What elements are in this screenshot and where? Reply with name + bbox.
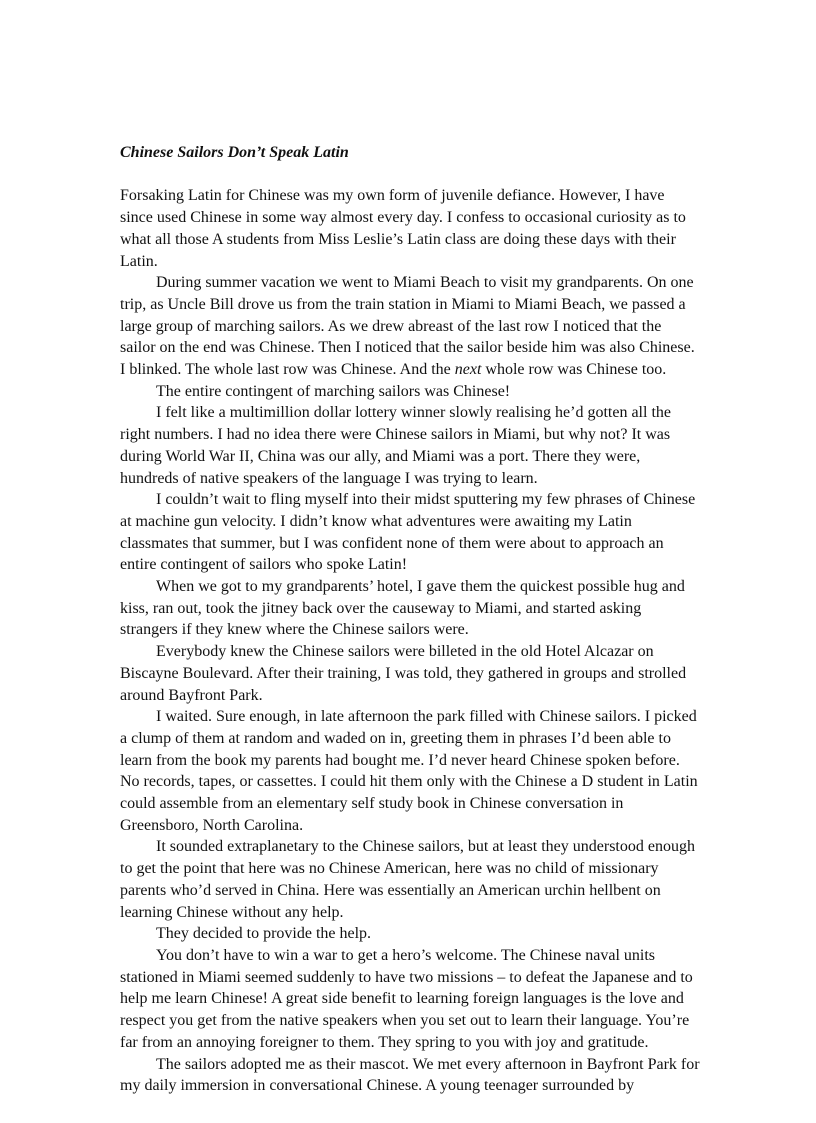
paragraph-5: I couldn’t wait to fling myself into their midst sputtering my few phrases of Chinese at machine gun velocity. I didn’t know what adventures were awaiting my Latin classmates that summer, but I was confident none of them were about to approach an entire contingent of sailors who spoke Latin!: [120, 491, 696, 574]
paragraph-9: It sounded extraplanetary to the Chinese sailors, but at least they understood enough to get the point that here was no Chinese American, here was no child of missionary parents who’d served in China. Here was essentially an American urchin hellbent on learning Chinese without any help.: [120, 838, 695, 921]
paragraph-2: During summer vacation we went to Miami Beach to visit my grandparents. On one trip, as Uncle Bill drove us from the train station in Miami to Miami Beach, we passed a large group of marching sailors. As we drew abreast of the last row I noticed that the sailor on the end was Chinese. Then I noticed that the sailor beside him was also Chinese. I blinked. The whole last row was Chinese. And the next whole row was Chinese too.: [120, 274, 695, 379]
paragraph-12: The sailors adopted me as their mascot. We met every afternoon in Bayfront Park for my daily immersion in conversational Chinese. A young teenager surrounded by: [120, 1055, 700, 1095]
paragraph-11: You don’t have to win a war to get a hero’s welcome. The Chinese naval units stationed in Miami seemed suddenly to have two missions – to defeat the Japanese and to help me learn Chinese! A great side benefit to learning foreign languages is the love and respect you get from the native speakers when you set out to learn their language. You’re far from an annoying foreigner to them. They spring to you with joy and gratitude.: [120, 947, 693, 1051]
emphasis-next: next: [454, 361, 482, 379]
paragraph-8: I waited. Sure enough, in late afternoon the park filled with Chinese sailors. I picked a clump of them at random and waded on in, greeting them in phrases I’d been able to learn from the book my parents had bought me. I’d never heard Chinese spoken before. No records, tapes, or cassettes. I could hit them only with the Chinese a D student in Latin could assemble from an elementary self study book in Chinese conversation in Greensboro, North Carolina.: [120, 708, 698, 834]
chapter-title: Chinese Sailors Don’t Speak Latin: [120, 144, 349, 161]
paragraph-4: I felt like a multimillion dollar lottery winner slowly realising he’d gotten all the right numbers. I had no idea there were Chinese sailors in Miami, but why not? It was during World War II, China was our ally, and Miami was a port. There they were, hundreds of native speakers of the language I was trying to learn.: [120, 404, 671, 487]
paragraph-7: Everybody knew the Chinese sailors were billeted in the old Hotel Alcazar on Biscayne Boulevard. After their training, I was told, they gathered in groups and strolled around Bayfront Park.: [120, 643, 687, 704]
paragraph-1: Forsaking Latin for Chinese was my own form of juvenile defiance. However, I have since used Chinese in some way almost every day. I confess to occasional curiosity as to what all those A students from Miss Leslie’s Latin class are doing these days with their Latin.: [120, 187, 686, 270]
paragraph-3: The entire contingent of marching sailors was Chinese!: [156, 382, 511, 400]
document-page: [120, 142, 700, 1097]
paragraph-6: When we got to my grandparents’ hotel, I gave them the quickest possible hug and kiss, ran out, took the jitney back over the causeway to Miami, and started asking strangers if they knew where the Chinese sailors were.: [120, 578, 685, 639]
paragraph-10: They decided to provide the help.: [156, 925, 372, 943]
